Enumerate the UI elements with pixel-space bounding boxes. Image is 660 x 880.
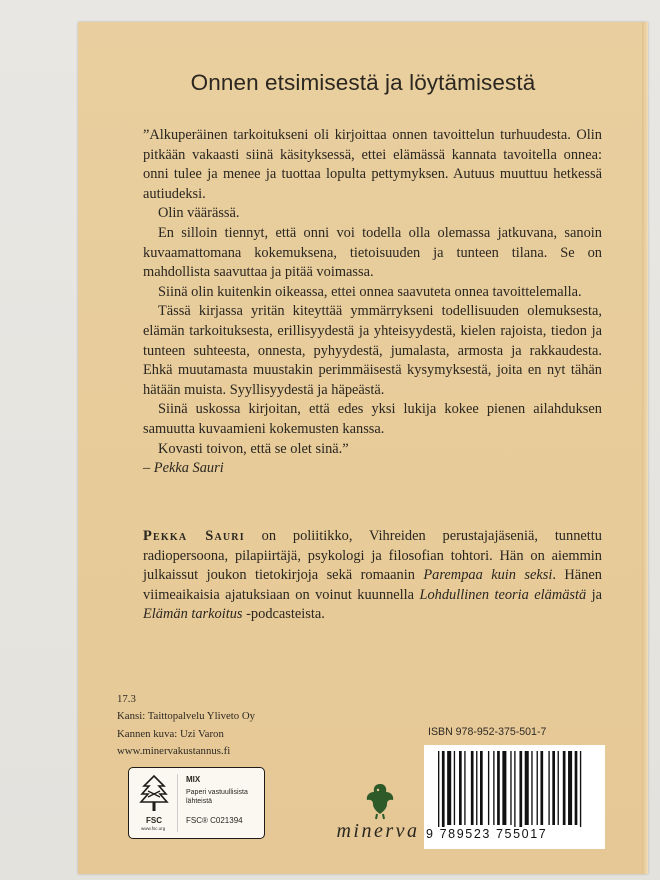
barcode-bar — [442, 751, 445, 827]
quote-paragraph: Tässä kirjassa yritän kiteyttää ymmärrykseni todellisuuden olemuksesta, elämän tarkoituksesta, erillisyydestä ja yhteisyydestä, kielen rajoista, tiedon ja tunteen suhteesta, onnesta, pyhyydestä, jumalasta, armosta ja rakkaudesta. Ehkä muutamasta muustakin perimmäisestä kysymyksestä, joita en nyt tähän hätään muista. Syyllisyydestä ja häpeästä. — [143, 303, 602, 398]
barcode-bar — [464, 751, 465, 825]
barcode — [424, 745, 605, 849]
quote-paragraph: ”Alkuperäinen tarkoitukseni oli kirjoittaa onnen tavoittelun turhuudesta. Olin pitkään vakaasti siinä käsityksessä, ettei elämässä kannata tavoitella onnea: onni tulee ja menee ja tuottaa lopulta pettymyksen. Autuus muuttuu hetkessä autiudeksi. — [143, 127, 602, 202]
book-edge — [642, 22, 648, 874]
quote-paragraph: Kovasti toivon, että se olet sinä.” — [158, 440, 349, 457]
quote-signature: – Pekka Sauri — [143, 460, 224, 477]
fsc-label — [128, 767, 265, 839]
barcode-bar — [459, 751, 462, 825]
fsc-mix: MIX — [186, 775, 201, 784]
owl-icon — [363, 780, 397, 820]
publisher-website: www.minervakustannus.fi — [117, 744, 231, 757]
cover-credit: Kansi: Taittopalvelu Yliveto Oy — [117, 710, 256, 723]
publisher-logo-text: minerva — [336, 820, 420, 842]
product-code: 17.3 — [117, 693, 136, 705]
barcode-bar — [568, 751, 572, 825]
author-name: Pekka Sauri — [143, 528, 245, 544]
barcode-bar — [540, 751, 543, 825]
barcode-bar — [537, 751, 538, 825]
barcode-bar — [580, 751, 581, 827]
photo-credit: Kannen kuva: Uzi Varon — [117, 727, 224, 740]
barcode-bar — [552, 751, 555, 825]
bio-text: on poliitikko, Vihreiden perustajajäseniä, tunnettu radiopersoona, pilapiirtäjä, psykologi ja filosofian tohtori. Hän on aiemmin julkaissut joukon tietokirjoja sekä romaanin — [143, 528, 602, 584]
book-title: Onnen etsimisestä ja löytämisestä — [190, 70, 536, 95]
barcode-bar — [447, 751, 451, 825]
fsc-code: FSC® C021394 — [186, 816, 243, 825]
barcode-bar — [575, 751, 578, 825]
book-title-reference: Parempaa kuin seksi — [423, 567, 553, 584]
quote-paragraph: Siinä olin kuitenkin oikeassa, ettei onnea saavuteta onnea tavoittelemalla. — [158, 283, 582, 300]
barcode-bar — [471, 751, 474, 825]
barcode-bar — [514, 751, 515, 827]
fsc-url: www.fsc.org — [141, 826, 166, 831]
podcast-title: Lohdullinen teoria elämästä — [419, 586, 587, 603]
fsc-tree-icon — [139, 774, 169, 814]
book-back-cover — [78, 22, 648, 874]
quote-paragraph: Siinä uskossa kirjoitan, että edes yksi lukija kokee pienen ailahduksen samuutta kuvaamieni kokemusten kanssa. — [143, 401, 602, 437]
fsc-logo-text: FSC — [146, 816, 162, 825]
barcode-bar — [493, 751, 494, 825]
barcode-bar — [510, 751, 511, 825]
barcode-bar — [525, 751, 529, 825]
barcode-bar — [480, 751, 483, 825]
bio-text: -podcasteista. — [242, 606, 325, 623]
isbn-label: ISBN 978-952-375-501-7 — [428, 726, 547, 738]
barcode-bar — [488, 751, 489, 825]
barcode-bar — [497, 751, 500, 825]
author-bio — [143, 527, 602, 625]
barcode-bar — [563, 751, 566, 825]
back-cover-quote — [143, 126, 602, 479]
barcode-bar — [548, 751, 549, 825]
barcode-bars — [424, 745, 605, 827]
colophon — [117, 691, 255, 760]
barcode-bar — [519, 751, 522, 827]
fsc-description: Paperi vastuullisista lähteistä — [186, 789, 248, 805]
barcode-bar — [438, 751, 439, 827]
bio-text: ja — [586, 586, 603, 603]
barcode-bar — [454, 751, 455, 825]
bio-text: . Hänen viimeaikaisia ajatuksiaan on voinut kuunnella — [143, 567, 602, 603]
barcode-bar — [531, 751, 532, 825]
barcode-digits: 9 789523 755017 — [426, 827, 548, 841]
barcode-bar — [558, 751, 559, 825]
divider — [177, 774, 178, 832]
barcode-bar — [476, 751, 477, 825]
quote-paragraph: Olin väärässä. — [158, 205, 240, 222]
barcode-bar — [502, 751, 506, 825]
podcast-title: Elämän tarkoitus — [143, 606, 243, 623]
quote-paragraph: En silloin tiennyt, että onni voi todella olla olemassa jatkuvana, sanoin kuvaamattomana kokemuksena, tietoisuuden ja tunteen tilana. Se on mahdollista saavuttaa ja pitää voimassa. — [143, 224, 602, 281]
